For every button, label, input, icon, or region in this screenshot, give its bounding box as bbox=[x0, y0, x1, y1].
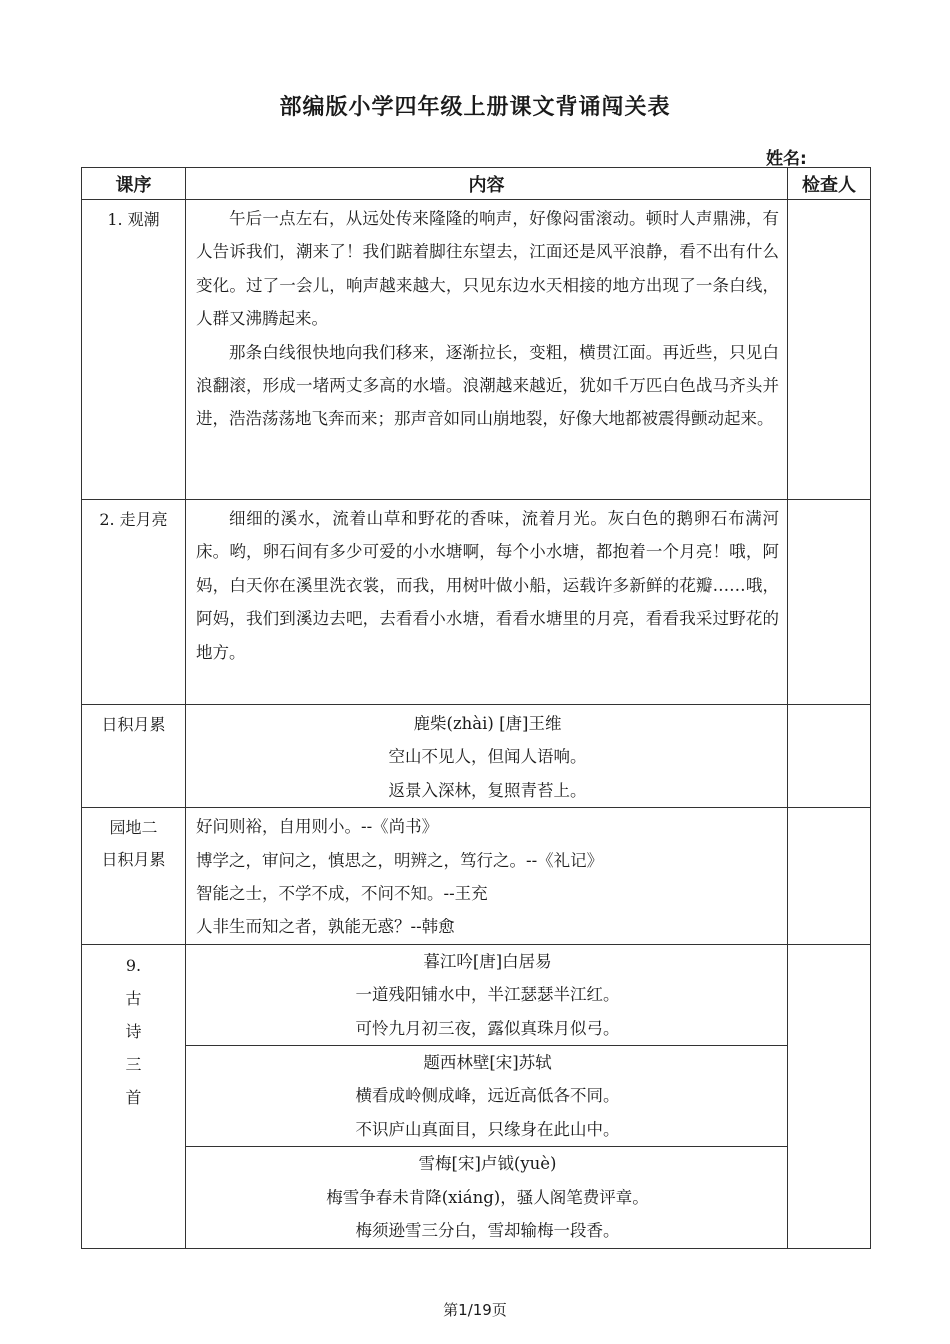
page-title: 部编版小学四年级上册课文背诵闯关表 bbox=[279, 95, 671, 120]
poem-block bbox=[186, 1046, 787, 1147]
lesson-cell bbox=[82, 944, 186, 1248]
lesson-cell bbox=[82, 808, 186, 945]
poem-line: 横看成岭侧成峰，远近高低各不同。 bbox=[355, 1086, 620, 1106]
page-number: 第1/19页 bbox=[443, 1301, 507, 1319]
poem-title: 雪梅[宋]卢钺(yuè) bbox=[418, 1154, 557, 1174]
lesson-cell: 日积月累 bbox=[82, 705, 186, 808]
poem-line: 梅须逊雪三分白，雪却输梅一段香。 bbox=[355, 1221, 620, 1241]
lesson-label: 日积月累 bbox=[101, 850, 166, 870]
lesson-cell: 1. 观潮 bbox=[82, 200, 186, 500]
checker-cell[interactable] bbox=[788, 705, 871, 808]
lesson-cell: 2. 走月亮 bbox=[82, 500, 186, 705]
lesson-char: 9. bbox=[125, 955, 142, 975]
paragraph: 午后一点左右，从远处传来隆隆的响声，好像闷雷滚动。顿时人声鼎沸，有人告诉我们，潮来了！我们踮着脚往东望去，江面还是风平浪静，看不出有什么变化。过了一会儿，响声越来越大，只见东边水天相接的地方出现了一条白线，人群又沸腾起来。 bbox=[196, 209, 779, 329]
checker-cell[interactable] bbox=[788, 200, 871, 500]
content-cell bbox=[186, 808, 788, 945]
content-cell bbox=[186, 200, 788, 500]
poem-line: 不识庐山真面目，只缘身在此山中。 bbox=[355, 1119, 620, 1139]
recitation-table bbox=[81, 167, 871, 1249]
poem-line: 可怜九月初三夜，露似真珠月似弓。 bbox=[355, 1018, 620, 1038]
table-row bbox=[82, 705, 871, 808]
name-label: 姓名: bbox=[766, 149, 807, 169]
poem-block bbox=[186, 945, 787, 1046]
poem-title: 鹿柴(zhài) [唐]王维 bbox=[413, 714, 562, 733]
poem-line: 返景入深林，复照青苔上。 bbox=[388, 780, 587, 800]
content-cell bbox=[186, 500, 788, 705]
lesson-char: 古 bbox=[125, 988, 142, 1008]
header-checker: 检查人 bbox=[788, 168, 871, 200]
poem-line: 空山不见人，但闻人语响。 bbox=[388, 747, 587, 767]
poem-title: 暮江吟[唐]白居易 bbox=[423, 951, 552, 971]
table-row bbox=[82, 808, 871, 945]
lesson-label: 园地二 bbox=[109, 818, 158, 838]
lesson-char: 三 bbox=[125, 1054, 142, 1074]
paragraph: 那条白线很快地向我们移来，逐渐拉长，变粗，横贯江面。再近些，只见白浪翻滚，形成一堵两丈多高的水墙。浪潮越来越近，犹如千万匹白色战马齐头并进，浩浩荡荡地飞奔而来；那声音如同山崩地裂，好像大地都被震得颤动起来。 bbox=[196, 342, 779, 429]
poem-line: 一道残阳铺水中，半江瑟瑟半江红。 bbox=[355, 985, 620, 1005]
quote-line: 博学之，审问之，慎思之，明辨之，笃行之。--《礼记》 bbox=[196, 850, 604, 870]
poem-line: 梅雪争春未肯降(xiáng)，骚人阁笔费评章。 bbox=[326, 1187, 649, 1207]
header-lesson: 课序 bbox=[82, 168, 186, 200]
lesson-char: 诗 bbox=[125, 1021, 142, 1041]
table-row bbox=[82, 500, 871, 705]
checker-cell[interactable] bbox=[788, 944, 871, 1248]
content-cell bbox=[186, 944, 788, 1248]
paragraph: 细细的溪水，流着山草和野花的香味，流着月光。灰白色的鹅卵石布满河床。哟，卵石间有多少可爱的小水塘啊，每个小水塘，都抱着一个月亮！哦，阿妈，白天你在溪里洗衣裳，而我，用树叶做小船，运载许多新鲜的花瓣……哦，阿妈，我们到溪边去吧，去看看小水塘，看看水塘里的月亮，看看我采过野花的地方。 bbox=[196, 509, 779, 662]
checker-cell[interactable] bbox=[788, 808, 871, 945]
table-header-row bbox=[82, 168, 871, 200]
checker-cell[interactable] bbox=[788, 500, 871, 705]
poem-block bbox=[186, 1147, 787, 1247]
quote-line: 智能之士，不学不成，不问不知。--王充 bbox=[196, 884, 488, 904]
lesson-char: 首 bbox=[125, 1087, 142, 1107]
poem-title: 题西林壁[宋]苏轼 bbox=[423, 1053, 552, 1073]
table-row bbox=[82, 200, 871, 500]
quote-line: 人非生而知之者，孰能无惑？--韩愈 bbox=[196, 917, 455, 937]
quote-line: 好问则裕，自用则小。--《尚书》 bbox=[196, 817, 439, 837]
table-row bbox=[82, 944, 871, 1248]
content-cell bbox=[186, 705, 788, 808]
header-content: 内容 bbox=[186, 168, 788, 200]
